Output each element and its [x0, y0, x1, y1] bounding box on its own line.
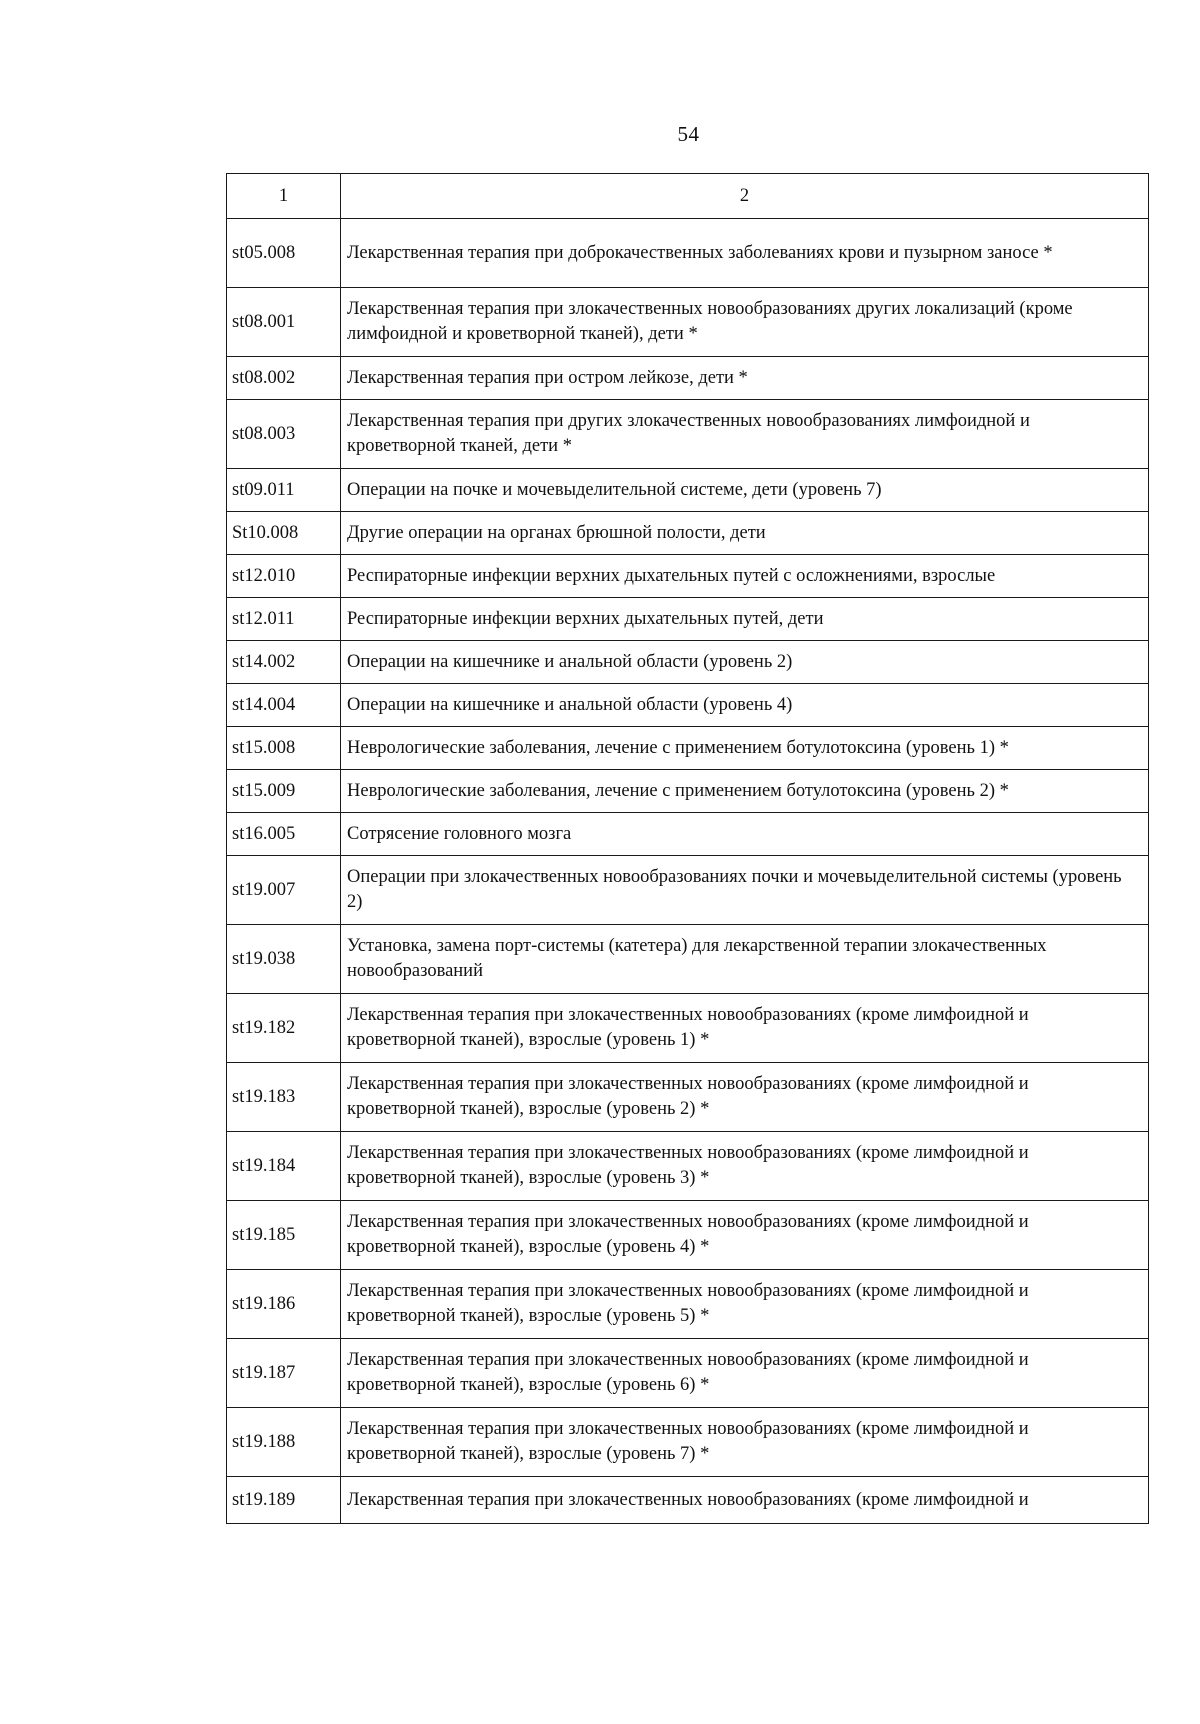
column-header-2: 2 [341, 174, 1149, 219]
row-description: Респираторные инфекции верхних дыхательных путей с осложнениями, взрослые [341, 555, 1149, 598]
table-row [227, 813, 1149, 856]
row-code: st19.186 [227, 1270, 341, 1339]
row-code: st19.182 [227, 994, 341, 1063]
table-row [227, 1063, 1149, 1132]
row-description: Сотрясение головного мозга [341, 813, 1149, 856]
row-code: st19.184 [227, 1132, 341, 1201]
row-code: st14.002 [227, 641, 341, 684]
row-description: Лекарственная терапия при злокачественных новообразованиях (кроме лимфоидной и кроветворной тканей), взрослые (уровень 2) * [341, 1063, 1149, 1132]
row-description: Неврологические заболевания, лечение с применением ботулотоксина (уровень 2) * [341, 770, 1149, 813]
row-code: st19.189 [227, 1477, 341, 1524]
row-description: Неврологические заболевания, лечение с применением ботулотоксина (уровень 1) * [341, 727, 1149, 770]
table-row [227, 925, 1149, 994]
row-description: Лекарственная терапия при злокачественных новообразованиях других локализаций (кроме лимфоидной и кроветворной тканей), дети * [341, 288, 1149, 357]
row-code: st19.038 [227, 925, 341, 994]
tariff-table [226, 173, 1149, 1524]
table-row [227, 1201, 1149, 1270]
table-row [227, 1339, 1149, 1408]
row-description: Лекарственная терапия при злокачественных новообразованиях (кроме лимфоидной и [341, 1477, 1149, 1524]
row-code: st05.008 [227, 219, 341, 288]
row-code: st08.001 [227, 288, 341, 357]
row-code: st19.185 [227, 1201, 341, 1270]
table-header-row [227, 174, 1149, 219]
row-description: Лекарственная терапия при других злокачественных новообразованиях лимфоидной и кроветворной тканей, дети * [341, 400, 1149, 469]
row-description: Респираторные инфекции верхних дыхательных путей, дети [341, 598, 1149, 641]
row-description: Лекарственная терапия при злокачественных новообразованиях (кроме лимфоидной и кроветворной тканей), взрослые (уровень 4) * [341, 1201, 1149, 1270]
page-number: 54 [677, 122, 700, 146]
row-code: st12.010 [227, 555, 341, 598]
table-row [227, 512, 1149, 555]
row-description: Лекарственная терапия при остром лейкозе, дети * [341, 357, 1149, 400]
row-code: st12.011 [227, 598, 341, 641]
row-code: st16.005 [227, 813, 341, 856]
row-description: Лекарственная терапия при злокачественных новообразованиях (кроме лимфоидной и кроветворной тканей), взрослые (уровень 5) * [341, 1270, 1149, 1339]
table-row [227, 219, 1149, 288]
row-code: st15.009 [227, 770, 341, 813]
row-code: st15.008 [227, 727, 341, 770]
table-row [227, 727, 1149, 770]
row-code: st08.002 [227, 357, 341, 400]
row-description: Операции при злокачественных новообразованиях почки и мочевыделительной системы (уровень 2) [341, 856, 1149, 925]
row-code: st19.183 [227, 1063, 341, 1132]
table-row [227, 994, 1149, 1063]
table-row [227, 1270, 1149, 1339]
row-description: Установка, замена порт-системы (катетера) для лекарственной терапии злокачественных новообразований [341, 925, 1149, 994]
row-description: Другие операции на органах брюшной полости, дети [341, 512, 1149, 555]
row-code: st19.188 [227, 1408, 341, 1477]
table-row [227, 400, 1149, 469]
row-code: st08.003 [227, 400, 341, 469]
table-row [227, 598, 1149, 641]
table-row [227, 770, 1149, 813]
row-description: Лекарственная терапия при злокачественных новообразованиях (кроме лимфоидной и кроветворной тканей), взрослые (уровень 3) * [341, 1132, 1149, 1201]
row-code: st19.187 [227, 1339, 341, 1408]
table-row [227, 469, 1149, 512]
column-header-1: 1 [227, 174, 341, 219]
row-description: Лекарственная терапия при злокачественных новообразованиях (кроме лимфоидной и кроветворной тканей), взрослые (уровень 7) * [341, 1408, 1149, 1477]
row-code: St10.008 [227, 512, 341, 555]
row-description: Лекарственная терапия при доброкачественных заболеваниях крови и пузырном заносе * [341, 219, 1149, 288]
row-description: Операции на кишечнике и анальной области (уровень 2) [341, 641, 1149, 684]
row-description: Операции на почке и мочевыделительной системе, дети (уровень 7) [341, 469, 1149, 512]
row-description: Лекарственная терапия при злокачественных новообразованиях (кроме лимфоидной и кроветворной тканей), взрослые (уровень 6) * [341, 1339, 1149, 1408]
row-code: st09.011 [227, 469, 341, 512]
table-row [227, 1408, 1149, 1477]
row-code: st14.004 [227, 684, 341, 727]
table-row [227, 641, 1149, 684]
table-row [227, 555, 1149, 598]
table-row [227, 856, 1149, 925]
table-row [227, 1132, 1149, 1201]
row-description: Операции на кишечнике и анальной области (уровень 4) [341, 684, 1149, 727]
row-code: st19.007 [227, 856, 341, 925]
table-row [227, 288, 1149, 357]
table-row [227, 357, 1149, 400]
row-description: Лекарственная терапия при злокачественных новообразованиях (кроме лимфоидной и кроветворной тканей), взрослые (уровень 1) * [341, 994, 1149, 1063]
table-row [227, 684, 1149, 727]
table-row [227, 1477, 1149, 1524]
